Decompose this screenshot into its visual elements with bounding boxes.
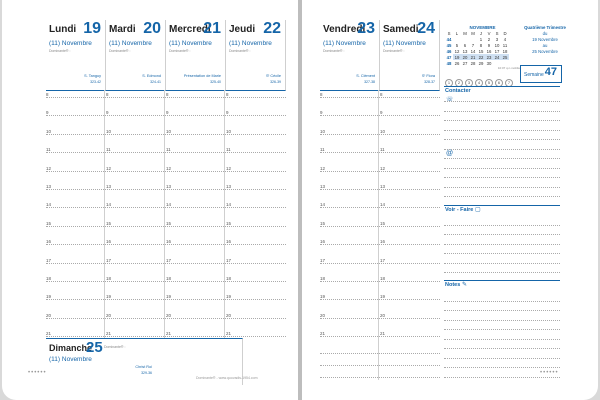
hour-label: 21	[46, 331, 52, 337]
calendar-day-cell[interactable]: 21	[470, 54, 476, 60]
note-line[interactable]	[444, 157, 560, 159]
hour-label: 12	[106, 165, 112, 171]
note-line[interactable]	[444, 129, 560, 131]
hour-label: 19	[380, 294, 386, 300]
note-line[interactable]	[444, 176, 560, 178]
calendar-header-cell: S	[447, 30, 451, 36]
at-icon: @	[446, 150, 454, 157]
sunday-daycount: 329-36	[141, 371, 152, 375]
hour-label: 20	[106, 312, 112, 318]
saint-name: S. Clément	[356, 74, 375, 78]
hour-label: 19	[320, 294, 326, 300]
footer-text: Dominante® - www.quovadis-1954.com	[196, 376, 258, 380]
dominante-label: Dominante® :	[229, 49, 251, 53]
hour-label: 20	[46, 312, 52, 318]
day-circle[interactable]: 4	[475, 79, 483, 87]
hour-label: 10	[320, 128, 326, 134]
calendar-day-cell[interactable]: 15	[478, 48, 484, 54]
hour-label: 8	[106, 92, 109, 97]
calendar-week-number: 48	[446, 60, 452, 66]
calendar-header-cell: M	[471, 30, 475, 36]
hour-label: 8	[46, 92, 49, 97]
note-line[interactable]	[444, 100, 560, 102]
hour-label: 15	[106, 220, 112, 226]
day-count: 324-41	[150, 80, 161, 84]
mini-calendar	[445, 25, 520, 89]
hour-label: 13	[166, 184, 172, 189]
hour-label: 16	[226, 239, 232, 245]
day-circle[interactable]: 5	[485, 79, 493, 87]
hour-label: 17	[226, 257, 232, 263]
hour-label: 17	[320, 257, 326, 263]
note-line[interactable]	[444, 195, 560, 197]
calendar-day-cell[interactable]: 8	[479, 42, 483, 48]
hour-label: 15	[226, 220, 232, 226]
note-line[interactable]	[444, 300, 560, 302]
hour-label: 14	[226, 202, 232, 208]
hour-label: 18	[106, 276, 112, 281]
hour-label: 20	[166, 312, 172, 318]
day-count: 326-39	[270, 80, 281, 84]
hour-label: 19	[46, 294, 52, 300]
note-line[interactable]	[444, 110, 560, 112]
calendar-month: NOVEMBRE	[469, 25, 496, 30]
hour-label: 18	[166, 276, 172, 281]
calendar-day-cell[interactable]: 24	[494, 54, 500, 60]
day-number: 19	[83, 20, 101, 37]
saint-name: S. Edmond	[142, 74, 161, 78]
day-header[interactable]	[46, 20, 106, 91]
hour-label: 10	[226, 128, 232, 134]
dominante-label: Dominante® :	[109, 49, 131, 53]
note-line[interactable]	[444, 309, 560, 311]
note-line[interactable]	[444, 167, 560, 169]
notes-label: Notes	[445, 282, 461, 288]
hour-label: 11	[320, 147, 325, 153]
calendar-header-cell: L	[455, 30, 459, 36]
day-count: 328-37	[424, 80, 435, 84]
quarter-du: du	[542, 31, 548, 36]
hour-label: 9	[380, 110, 383, 116]
note-line[interactable]	[444, 148, 560, 150]
column-divider	[104, 90, 105, 338]
hour-label: 13	[226, 184, 232, 189]
hour-label: 14	[380, 202, 386, 208]
hour-label: 15	[46, 220, 52, 226]
note-line[interactable]	[444, 119, 560, 121]
sunday-name: Dimanche	[49, 343, 93, 353]
hour-label: 16	[380, 239, 386, 245]
calendar-week-number: 47	[446, 54, 452, 60]
perforation-left: ••••••	[28, 370, 47, 376]
week-label: Semaine	[524, 72, 544, 78]
hour-label: 11	[166, 147, 171, 153]
calendar-day-cell[interactable]: 3	[495, 36, 499, 42]
week-label: (11) Novembre	[383, 40, 426, 47]
note-line[interactable]	[444, 328, 560, 330]
hour-label: 8	[166, 92, 169, 97]
calendar-header-cell: M	[463, 30, 467, 36]
calendar-day-cell[interactable]: 13	[462, 48, 468, 54]
hour-label: 9	[166, 110, 169, 116]
hour-label: 18	[46, 276, 52, 281]
week-label: (11) Novembre	[109, 40, 152, 47]
calendar-week-number: 46	[446, 48, 452, 54]
sunday-number: 25	[86, 339, 103, 356]
hour-label: 16	[106, 239, 112, 245]
clipboard-icon: ▢	[475, 207, 481, 213]
hour-label: 18	[380, 276, 386, 281]
pen-icon: ✎	[462, 282, 468, 288]
hour-label: 14	[46, 202, 52, 208]
hour-label: 20	[320, 312, 326, 318]
hour-label: 12	[46, 165, 52, 171]
day-circle[interactable]: 3	[465, 79, 473, 87]
calendar-header-cell: D	[503, 30, 507, 36]
calendar-day-cell[interactable]: 11	[502, 42, 508, 48]
day-name: Mercredi	[169, 24, 211, 35]
contacter-rule	[444, 86, 560, 87]
calendar-day-cell[interactable]: 7	[471, 42, 475, 48]
hour-label: 18	[226, 276, 232, 281]
hour-label: 20	[226, 312, 232, 318]
day-number: 23	[357, 20, 375, 37]
column-divider	[378, 90, 379, 380]
hour-label: 21	[226, 331, 232, 337]
moon-note: 10:07 q.n.mobile	[497, 66, 520, 70]
calendar-day-cell[interactable]: 2	[487, 36, 491, 42]
quarter-end: 25 Novembre	[532, 49, 558, 54]
hour-label: 16	[166, 239, 172, 245]
phone-icon: ☏	[446, 97, 454, 103]
quarter-title: Quatrième Trimestre	[524, 25, 566, 30]
hour-label: 13	[320, 184, 326, 189]
calendar-header-cell: V	[487, 30, 491, 36]
hour-label: 21	[380, 331, 386, 337]
hour-label: 17	[380, 257, 386, 263]
calendar-day-cell[interactable]: 12	[454, 48, 460, 54]
calendar-header-cell: S	[495, 30, 499, 36]
hour-label: 9	[46, 110, 49, 116]
day-header[interactable]	[166, 20, 226, 91]
note-line[interactable]	[444, 233, 560, 235]
hour-label: 15	[380, 220, 386, 226]
calendar-day-cell[interactable]: 28	[470, 60, 476, 66]
hour-label: 9	[320, 110, 323, 116]
day-name: Samedi	[383, 24, 419, 35]
calendar-week-number: 44	[446, 36, 452, 42]
hour-label: 21	[166, 331, 172, 337]
calendar-day-cell[interactable]: 23	[486, 54, 492, 60]
column-divider	[164, 90, 165, 338]
day-number: 22	[263, 20, 281, 37]
note-line[interactable]	[444, 262, 560, 264]
hour-label: 16	[46, 239, 52, 245]
extra-line[interactable]	[320, 376, 440, 378]
hour-label: 11	[380, 147, 385, 153]
calendar-day-cell[interactable]: 22	[478, 54, 484, 60]
hour-label: 14	[106, 202, 112, 208]
day-number: 24	[417, 20, 435, 37]
saint-name: S. Tanguy	[84, 74, 101, 78]
hour-label: 11	[106, 147, 111, 153]
voir-rule	[444, 205, 560, 206]
extra-line[interactable]	[320, 364, 440, 366]
voir-faire-label: Voir - Faire	[445, 207, 474, 213]
note-line[interactable]	[444, 138, 560, 140]
hour-label: 10	[380, 128, 386, 134]
calendar-day-cell[interactable]: 5	[455, 42, 459, 48]
hour-label: 21	[106, 331, 112, 337]
hour-label: 12	[166, 165, 172, 171]
hour-label: 12	[320, 165, 326, 171]
hour-label: 21	[320, 331, 326, 337]
hour-label: 16	[320, 239, 326, 245]
note-line[interactable]	[444, 243, 560, 245]
note-line[interactable]	[444, 347, 560, 349]
day-count: 323-42	[90, 80, 101, 84]
calendar-day-cell[interactable]: 17	[494, 48, 500, 54]
saint-name: Sᵗ Cécile	[266, 74, 281, 78]
hour-label: 20	[380, 312, 386, 318]
day-count: 325-40	[210, 80, 221, 84]
day-count: 327-38	[364, 80, 375, 84]
hour-label: 17	[46, 257, 52, 263]
note-line[interactable]	[444, 271, 560, 273]
day-name: Jeudi	[229, 24, 256, 35]
calendar-day-cell[interactable]: 27	[462, 60, 468, 66]
note-line[interactable]	[444, 338, 560, 340]
hour-label: 15	[166, 220, 172, 226]
saint-name: Présentation de Marie	[183, 74, 221, 78]
dominante-label: Dominante® :	[49, 49, 71, 53]
calendar-day-cell[interactable]: 10	[494, 42, 500, 48]
hour-label: 8	[320, 92, 323, 97]
note-line[interactable]	[444, 319, 560, 321]
note-line[interactable]	[444, 186, 560, 188]
hour-label: 9	[226, 110, 229, 116]
week-number: 47	[544, 66, 557, 78]
hour-label: 17	[106, 257, 112, 263]
day-circle[interactable]: 1	[445, 79, 453, 87]
column-divider	[224, 90, 225, 338]
week-label: (11) Novembre	[169, 40, 212, 47]
hour-label: 8	[226, 92, 229, 97]
calendar-day-cell[interactable]: 26	[454, 60, 460, 66]
day-header[interactable]	[320, 20, 380, 91]
hour-label: 11	[46, 147, 51, 153]
sunday-week: (11) Novembre	[49, 356, 92, 363]
hour-label: 15	[320, 220, 326, 226]
day-header[interactable]	[106, 20, 166, 91]
day-circle[interactable]: 7	[505, 79, 513, 87]
saint-name: Sᵗ Flora	[421, 74, 435, 78]
day-name: Lundi	[49, 24, 77, 35]
hour-label: 9	[106, 110, 109, 116]
extra-line[interactable]	[320, 352, 440, 354]
calendar-day-cell[interactable]: 1	[479, 36, 483, 42]
hour-label: 12	[380, 165, 386, 171]
perforation-right: ••••••	[540, 370, 559, 376]
week-label: (11) Novembre	[323, 40, 366, 47]
hour-label: 14	[320, 202, 326, 208]
contacter-label: Contacter	[445, 88, 471, 94]
quarter-au: au	[542, 43, 548, 48]
hour-label: 17	[166, 257, 172, 263]
hour-label: 12	[226, 165, 232, 171]
hour-label: 10	[46, 128, 52, 134]
calendar-day-cell[interactable]: 6	[463, 42, 467, 48]
week-label: (11) Novembre	[229, 40, 272, 47]
hour-label: 13	[106, 184, 112, 189]
day-number: 20	[143, 20, 161, 37]
day-name: Mardi	[109, 24, 136, 35]
dominante-label: Dominante® :	[323, 49, 345, 53]
quarter-info	[521, 25, 569, 55]
calendar-day-cell[interactable]: 9	[487, 42, 491, 48]
note-line[interactable]	[444, 366, 560, 368]
hour-label: 19	[166, 294, 172, 300]
calendar-day-cell[interactable]: 14	[470, 48, 476, 54]
calendar-day-cell[interactable]: 19	[454, 54, 460, 60]
calendar-grid	[445, 30, 509, 66]
dominante-label: Dominante® :	[169, 49, 191, 53]
calendar-header-cell: J	[479, 30, 483, 36]
calendar-day-cell[interactable]: 30	[486, 60, 492, 66]
day-header[interactable]	[380, 20, 440, 91]
hour-label: 18	[320, 276, 326, 281]
calendar-day-cell[interactable]: 18	[502, 48, 508, 54]
hour-label: 13	[380, 184, 386, 189]
hour-label: 8	[380, 92, 383, 97]
calendar-day-cell[interactable]: 4	[503, 36, 507, 42]
day-header[interactable]	[226, 20, 286, 91]
note-line[interactable]	[444, 224, 560, 226]
calendar-week-number: 45	[446, 42, 452, 48]
day-number: 21	[203, 20, 221, 37]
sunday-dominante: Dominante® :	[104, 345, 126, 349]
hour-label: 13	[46, 184, 52, 189]
calendar-day-cell[interactable]: 16	[486, 48, 492, 54]
quarter-start: 19 Novembre	[532, 37, 558, 42]
dominante-label: Dominante® :	[383, 49, 405, 53]
day-circle[interactable]: 6	[495, 79, 503, 87]
hour-label: 19	[226, 294, 232, 300]
sunday-saint: Christ Roi	[135, 365, 152, 369]
day-circle[interactable]: 2	[455, 79, 463, 87]
calendar-day-cell[interactable]: 25	[502, 54, 508, 60]
day-name: Vendredi	[323, 24, 366, 35]
hour-label: 10	[166, 128, 172, 134]
hour-label: 10	[106, 128, 112, 134]
week-label: (11) Novembre	[49, 40, 92, 47]
note-line[interactable]	[444, 252, 560, 254]
calendar-day-cell[interactable]: 20	[462, 54, 468, 60]
hour-label: 14	[166, 202, 172, 208]
hour-label: 19	[106, 294, 112, 300]
calendar-day-cell[interactable]: 29	[478, 60, 484, 66]
week-number-box	[520, 65, 562, 83]
note-line[interactable]	[444, 357, 560, 359]
hour-label: 11	[226, 147, 231, 153]
